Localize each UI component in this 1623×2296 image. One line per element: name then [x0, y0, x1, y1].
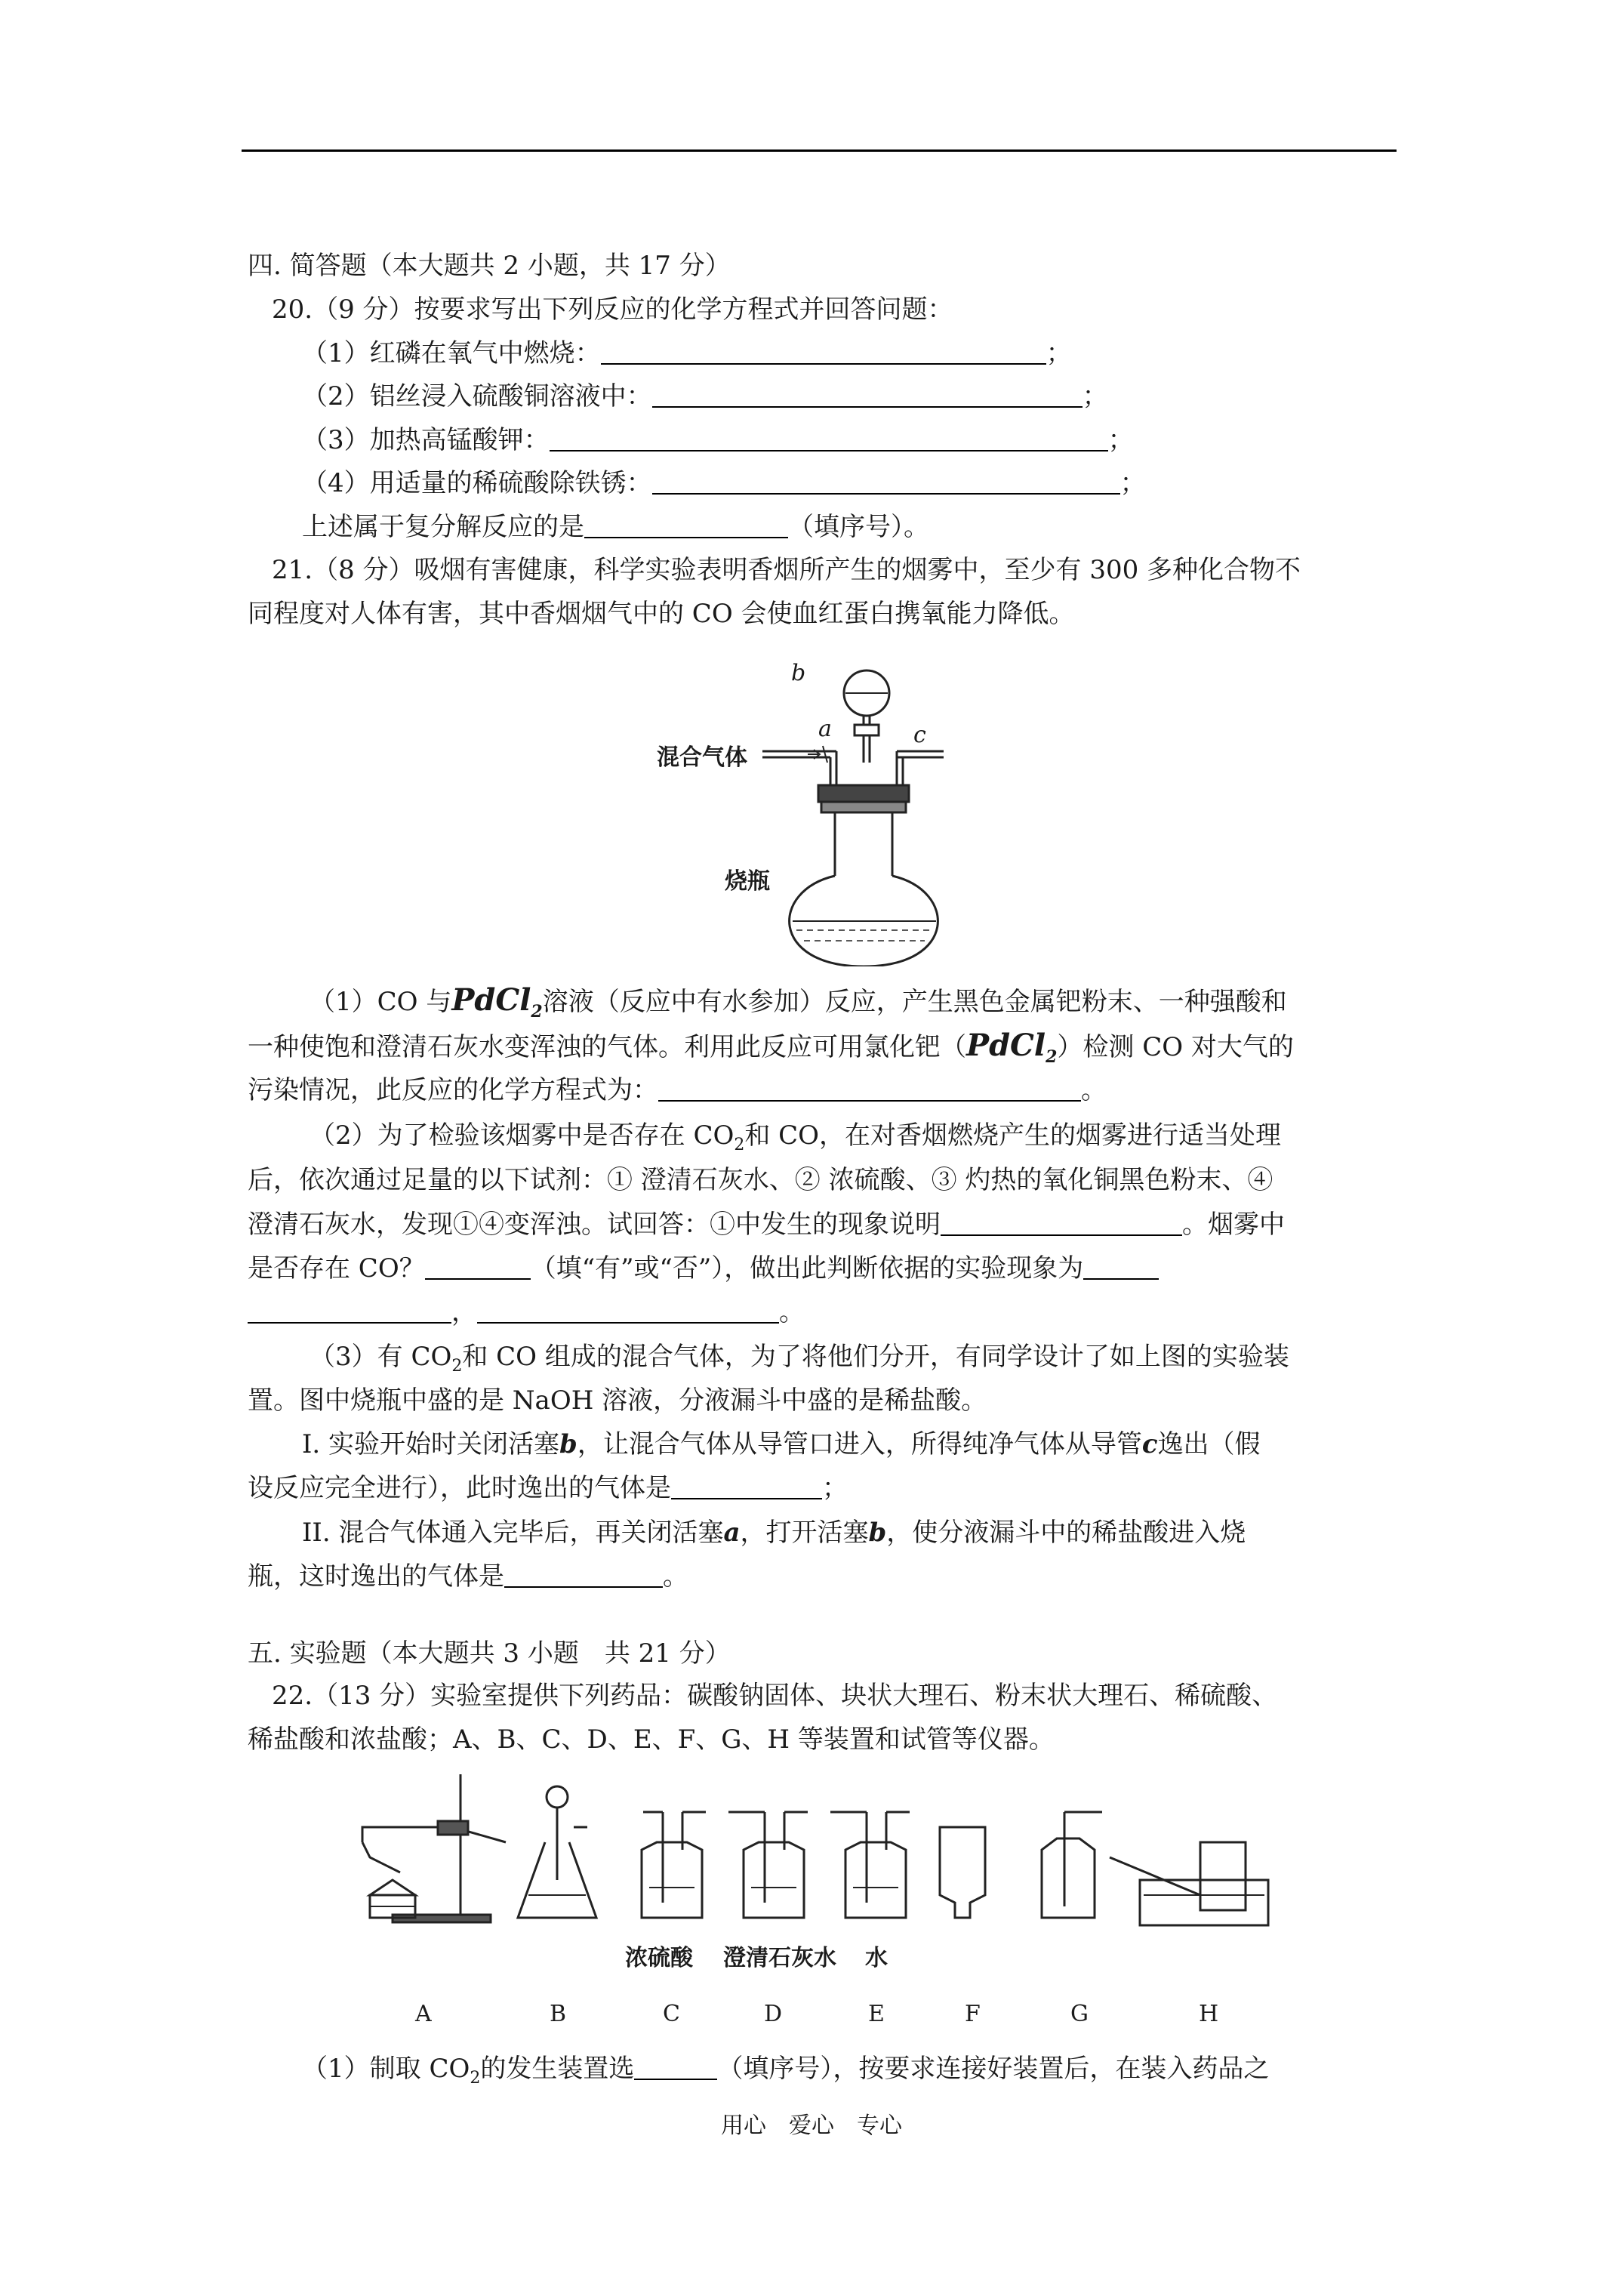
q21-p2-line3: 澄清石灰水，发现①④变浑浊。试回答：①中发生的现象说明 。烟雾中 — [248, 1210, 1285, 1240]
q20-item-2-text: （2）铝丝浸入硫酸铜溶液中： — [302, 381, 652, 411]
answer-blank[interactable] — [652, 384, 1083, 408]
label-a: a — [818, 716, 832, 742]
q20-item-3: （3）加热高锰酸钾： ； — [302, 425, 1134, 455]
answer-blank[interactable] — [550, 427, 1108, 451]
q22-intro-1: 22.（13 分）实验室提供下列药品：碳酸钠固体、块状大理石、粉末状大理石、稀硫酸、 — [272, 1681, 1278, 1711]
q21-p3-line2: 置。图中烧瓶中盛的是 NaOH 溶液，分液漏斗中盛的是稀盐酸。 — [248, 1385, 987, 1416]
gas-apparatus-figure — [657, 649, 1019, 966]
reagent-label: 浓硫酸 — [625, 1945, 693, 1971]
q20-item-1-text: （1）红磷在氧气中燃烧： — [302, 338, 601, 368]
reagent-label: 澄清石灰水 — [723, 1945, 836, 1971]
device-letter: A — [415, 2001, 432, 2027]
header-rule — [242, 149, 1397, 152]
q21-p3-line1: （3）有 $CO_2$和 CO 组成的混合气体，为了将他们分开，有同学设计了如上图的实验装 — [310, 1342, 1289, 1376]
apparatus-set-drawing — [347, 1767, 1329, 1940]
device-letter: H — [1199, 2001, 1219, 2027]
pdcl2-formula: PdCl$_2$ — [451, 982, 543, 1022]
q20-item-2: （2）铝丝浸入硫酸铜溶液中： ； — [302, 381, 1108, 411]
reagent-label: 水 — [865, 1945, 888, 1971]
q21-p2-line4: 是否存在 CO？ （填“有”或“否”），做出此判断依据的实验现象为 — [248, 1252, 1159, 1285]
device-letter: D — [764, 2001, 783, 2027]
answer-blank[interactable] — [1083, 1256, 1159, 1280]
device-letter: G — [1070, 2001, 1089, 2027]
q22-intro-2: 稀盐酸和浓盐酸；A、B、C、D、E、F、G、H 等装置和试管等仪器。 — [248, 1724, 1055, 1755]
device-letter: F — [965, 2001, 981, 2027]
q21-p1-line1: （1）CO 与PdCl$_2$溶液（反应中有水参加）反应，产生黑色金属钯粉末、一种强酸和 — [310, 982, 1287, 1022]
apparatus-drawing — [657, 649, 1019, 966]
answer-blank[interactable] — [584, 514, 788, 538]
q21-intro-2: 同程度对人体有害，其中香烟烟气中的 CO 会使血红蛋白携氧能力降低。 — [248, 599, 1075, 629]
device-letter: E — [868, 2001, 885, 2027]
answer-blank[interactable] — [671, 1475, 822, 1499]
device-letter: C — [663, 2001, 680, 2027]
label-mixed-gas: 混合气体 — [657, 744, 747, 771]
q21-p2-line2: 后，依次通过足量的以下试剂：① 澄清石灰水、② 浓硫酸、③ 灼热的氧化铜黑色粉末、④ — [248, 1165, 1273, 1195]
label-b: b — [791, 660, 806, 686]
q21-i-line2: 设反应完全进行），此时逸出的气体是 ； — [248, 1473, 848, 1503]
section5-heading: 五. 实验题（本大题共 3 小题 共 21 分） — [248, 1638, 731, 1669]
answer-blank[interactable] — [425, 1256, 531, 1280]
q20-intro: 20.（9 分）按要求写出下列反应的化学方程式并回答问题： — [272, 294, 953, 325]
q21-p1-line2: 一种使饱和澄清石灰水变浑浊的气体。利用此反应可用氯化钯（PdCl$_2$）检测 CO 对大气的 — [248, 1028, 1294, 1067]
answer-blank[interactable] — [634, 2056, 717, 2080]
answer-blank[interactable] — [248, 1299, 451, 1324]
q21-ii-line2: 瓶，这时逸出的气体是 。 — [248, 1561, 688, 1592]
q20-item-4-text: （4）用适量的稀硫酸除铁锈： — [302, 468, 652, 498]
answer-blank[interactable] — [652, 470, 1120, 495]
answer-blank[interactable] — [477, 1299, 779, 1324]
answer-blank[interactable] — [941, 1212, 1182, 1236]
device-letter: B — [550, 2001, 567, 2027]
q20-item-3-text: （3）加热高锰酸钾： — [302, 425, 550, 455]
label-flask: 烧瓶 — [725, 868, 770, 895]
q21-p2-line5: ， 。 — [248, 1296, 805, 1329]
q21-p2-line1: （2）为了检验该烟雾中是否存在 $CO_2$和 CO，在对香烟燃烧产生的烟雾进行适当处理 — [310, 1120, 1282, 1154]
answer-blank[interactable] — [658, 1077, 1081, 1102]
q21-p1-line3: 污染情况，此反应的化学方程式为： 。 — [248, 1075, 1107, 1105]
page-footer: 用心 爱心 专心 — [721, 2113, 902, 2139]
section4-heading: 四. 简答题（本大题共 2 小题，共 17 分） — [248, 251, 731, 281]
apparatus-set-figure — [347, 1767, 1329, 2039]
q21-i-line1: I. 实验开始时关闭活塞b，让混合气体从导管口进入，所得纯净气体从导管c逸出（假 — [302, 1429, 1261, 1459]
answer-blank[interactable] — [504, 1564, 663, 1588]
q20-tail: 上述属于复分解反应的是 （填序号）。 — [302, 512, 929, 542]
q22-p1-line: （1）制取 $CO_2$的发生装置选 （填序号），按要求连接好装置后，在装入药品之 — [302, 2054, 1270, 2088]
q20-item-4: （4）用适量的稀硫酸除铁锈： ； — [302, 468, 1146, 498]
pdcl2-formula: PdCl$_2$ — [966, 1028, 1058, 1067]
q21-ii-line1: II. 混合气体通入完毕后，再关闭活塞a，打开活塞b，使分液漏斗中的稀盐酸进入烧 — [302, 1518, 1246, 1548]
q20-item-1: （1）红磷在氧气中燃烧： ； — [302, 338, 1072, 368]
answer-blank[interactable] — [601, 341, 1046, 365]
q21-intro-1: 21.（8 分）吸烟有害健康，科学实验表明香烟所产生的烟雾中，至少有 300 多种化合物不 — [272, 555, 1301, 585]
label-c: c — [913, 722, 926, 748]
